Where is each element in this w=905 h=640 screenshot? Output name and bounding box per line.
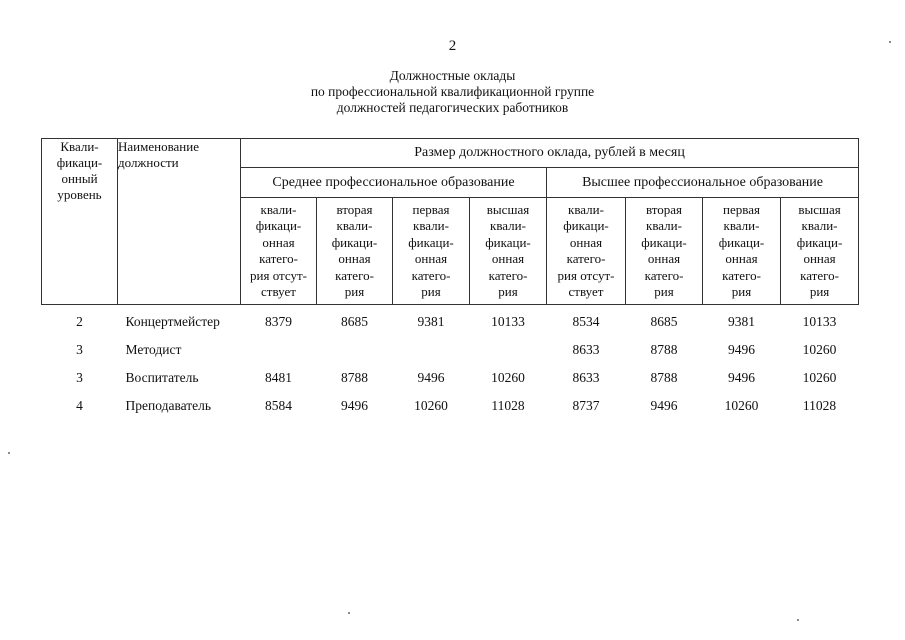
cell-salary: 8788 (650, 342, 678, 357)
header-category: высшая квали- фикаци- онная катего- рия (781, 198, 859, 305)
cell-salary: 8633 (572, 370, 600, 385)
cell-level: 2 (76, 314, 83, 329)
cell-salary: 10260 (491, 370, 525, 385)
scan-speck (889, 41, 891, 43)
cell-salary: 8584 (265, 398, 292, 413)
header-category: квали- фикаци- онная катего- рия отсут- ствует (241, 198, 317, 305)
table-row (42, 336, 859, 364)
cell-salary: 8633 (572, 342, 600, 357)
cell-salary: 8788 (650, 370, 678, 385)
cell-salary: 8685 (650, 314, 678, 329)
header-position-name: Наименование должности (118, 139, 241, 305)
salary-table (41, 138, 859, 420)
header-secondary-education: Среднее профессиональное образование (241, 168, 547, 198)
cell-salary: 11028 (802, 398, 837, 413)
header-category: квали- фикаци- онная катего- рия отсут- ствует (547, 198, 626, 305)
cell-position: Воспитатель (125, 370, 199, 385)
header-category: вторая квали- фикаци- онная катего- рия (317, 198, 393, 305)
cell-position: Методист (125, 342, 182, 357)
cell-salary: 10260 (414, 398, 448, 413)
cell-salary: 9496 (417, 370, 445, 385)
table-row (42, 364, 859, 392)
cell-salary: 8534 (572, 314, 600, 329)
cell-position: Концертмейстер (125, 314, 220, 329)
cell-salary (393, 336, 470, 364)
cell-salary (241, 336, 317, 364)
cell-position: Преподаватель (125, 398, 212, 413)
header-category: первая квали- фикаци- онная катего- рия (703, 198, 781, 305)
cell-salary: 10260 (802, 370, 837, 385)
cell-salary: 9381 (728, 314, 755, 329)
header-category: высшая квали- фикаци- онная катего- рия (470, 198, 547, 305)
salary-table-body (42, 305, 859, 421)
cell-salary: 8685 (341, 314, 368, 329)
header-category: вторая квали- фикаци- онная катего- рия (626, 198, 703, 305)
document-title (0, 68, 905, 116)
cell-salary: 9496 (650, 398, 678, 413)
header-qualification-level: Квали- фикаци- онный уровень (42, 139, 118, 305)
title-line-1: Должностные оклады (389, 68, 516, 83)
cell-salary: 10133 (802, 314, 837, 329)
title-line-2: по профессиональной квалификационной группе (310, 84, 595, 99)
cell-level: 4 (76, 398, 83, 413)
cell-salary: 9381 (417, 314, 445, 329)
scan-speck (8, 452, 10, 454)
table-row (42, 305, 859, 337)
title-line-3: должностей педагогических работников (336, 100, 569, 115)
cell-salary: 9496 (728, 342, 755, 357)
cell-salary: 9496 (341, 398, 368, 413)
cell-level: 3 (76, 370, 83, 385)
cell-salary: 8737 (572, 398, 600, 413)
header-higher-education: Высшее профессиональное образование (547, 168, 859, 198)
cell-salary: 8788 (341, 370, 368, 385)
cell-salary: 9496 (728, 370, 755, 385)
cell-salary: 10260 (802, 342, 837, 357)
scan-speck (348, 612, 350, 614)
cell-salary: 8481 (265, 370, 292, 385)
table-row (42, 392, 859, 420)
cell-salary: 8379 (265, 314, 292, 329)
header-salary-size: Размер должностного оклада, рублей в месяц (241, 139, 859, 168)
cell-salary: 11028 (491, 398, 525, 413)
cell-salary (470, 336, 547, 364)
cell-level: 3 (76, 342, 83, 357)
cell-salary (317, 336, 393, 364)
header-category: первая квали- фикаци- онная катего- рия (393, 198, 470, 305)
cell-salary: 10133 (491, 314, 525, 329)
cell-salary: 10260 (724, 398, 759, 413)
scan-speck (797, 619, 799, 621)
page-number: 2 (448, 38, 457, 54)
